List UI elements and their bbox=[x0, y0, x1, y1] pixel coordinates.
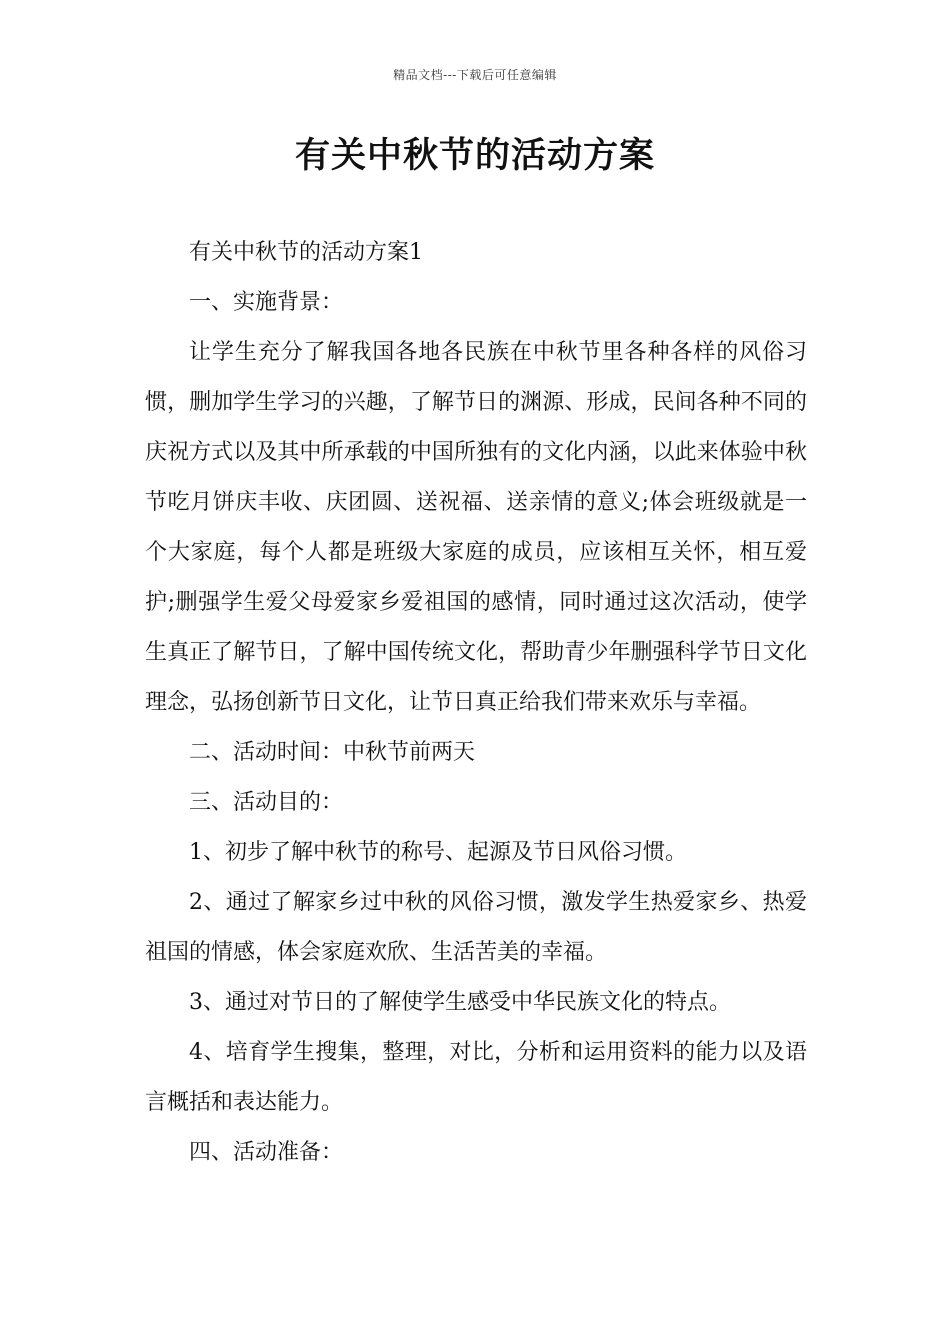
document-title: 有关中秋节的活动方案 bbox=[294, 136, 655, 176]
section-heading-time: 二、活动时间：中秋节前两天 bbox=[189, 740, 476, 765]
section-heading-preparation: 四、活动准备： bbox=[189, 1140, 344, 1165]
section-heading: 有关中秋节的活动方案1 bbox=[189, 240, 423, 265]
list-item: 3、通过对节日的了解使学生感受中华民族文化的特点。 bbox=[189, 990, 731, 1015]
section-heading-background: 一、实施背景： bbox=[189, 290, 344, 315]
section-heading-purpose: 三、活动目的： bbox=[189, 790, 344, 815]
paragraph-background: 让学生充分了解我国各地各民族在中秋节里各种各样的风俗习惯，删加学生学习的兴趣，了解节日的渊源、形成，民间各种不同的庆祝方式以及其中所承载的中国所独有的文化内涵，以此来体验中秋节吃月饼庆丰收、庆团圆、送祝福、送亲情的意义;体会班级就是一个大家庭，每个人都是班级大家庭的成员，应该相互关怀，相互爱护;删强学生爱父母爱家乡爱祖国的感情，同时通过这次活动，使学生真正了解节日，了解中国传统文化，帮助青少年删强科学节日文化理念，弘扬创新节日文化，让节日真正给我们带来欢乐与幸福。 bbox=[145, 340, 807, 715]
list-item: 4、培育学生搜集，整理，对比，分析和运用资料的能力以及语言概括和表达能力。 bbox=[145, 1040, 807, 1115]
list-item: 2、通过了解家乡过中秋的风俗习惯，激发学生热爱家乡、热爱祖国的情感，体会家庭欢欣、生活苦美的幸福。 bbox=[145, 890, 807, 965]
header-note: 精品文档---下载后可任意编辑 bbox=[393, 68, 557, 82]
document-body bbox=[145, 228, 807, 1178]
list-item: 1、初步了解中秋节的称号、起源及节日风俗习惯。 bbox=[189, 840, 687, 865]
